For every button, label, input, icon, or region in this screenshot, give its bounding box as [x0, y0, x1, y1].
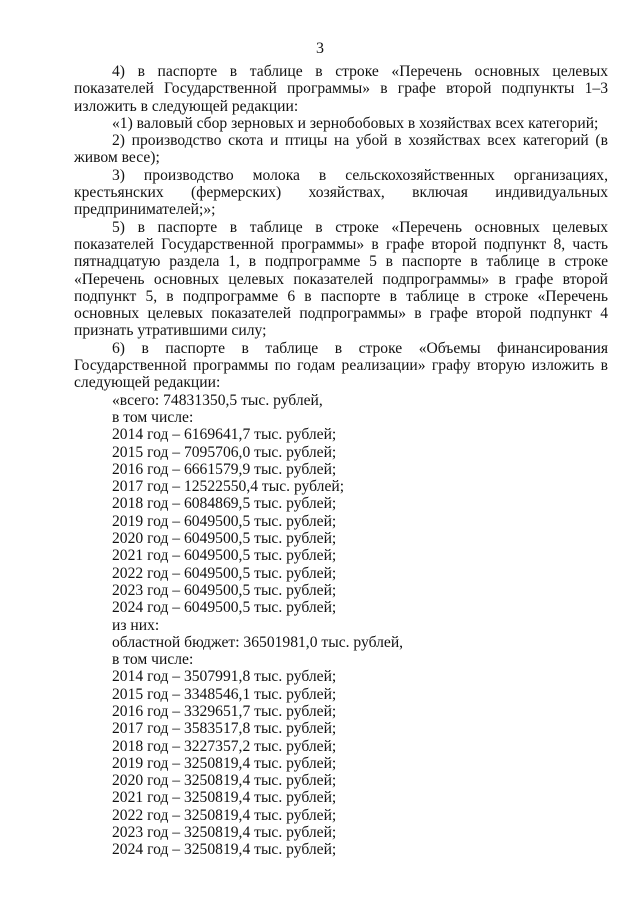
funding-total-year: 2024 год – 6049500,5 тыс. рублей; — [112, 599, 337, 617]
paragraph-item-5: 5) в паспорте в таблице в строке «Перечень основных целевых показателей Государственной программы» в графе второй подпункт 8, часть пятнадцатую раздела 1, в подпрограмме 5 в паспорте в таблице в строке «Перечень основных целевых показателей подпрограммы» в графе второй подпункт 5, в подпрограмме 6 в паспорте в таблице в строке «Перечень основных целевых показателей подпрограммы» в графе второй подпункт 4 признать утратившими силу; — [74, 218, 608, 340]
funding-regional-year: 2016 год – 3329651,7 тыс. рублей; — [112, 702, 337, 720]
funding-total-year: 2015 год – 7095706,0 тыс. рублей; — [112, 443, 337, 461]
paragraph-item-4: 4) в паспорте в таблице в строке «Перечень основных целевых показателей Государственной программы» в графе второй подпункты 1–3 изложить в следующей редакции: — [74, 63, 608, 115]
paragraph-subitem-2: 2) производство скота и птицы на убой в хозяйствах всех категорий (в живом весе); — [74, 132, 608, 167]
funding-total-year: 2021 год – 6049500,5 тыс. рублей; — [112, 547, 337, 565]
funding-total-year: 2018 год – 6084869,5 тыс. рублей; — [112, 495, 337, 513]
page-number: 3 — [316, 40, 324, 57]
funding-total-year: 2019 год – 6049500,5 тыс. рублей; — [112, 512, 337, 530]
funding-regional-year: 2014 год – 3507991,8 тыс. рублей; — [112, 668, 337, 686]
funding-total-label: «всего: 74831350,5 тыс. рублей, — [112, 391, 323, 409]
funding-regional-year: 2022 год – 3250819,4 тыс. рублей; — [112, 806, 337, 824]
funding-regional-year: 2024 год – 3250819,4 тыс. рублей; — [112, 841, 337, 859]
funding-total-subheader: в том числе: — [112, 408, 194, 426]
paragraph-subitem-1: «1) валовый сбор зерновых и зернобобовых в хозяйствах всех категорий; — [112, 114, 599, 132]
funding-total-list — [74, 392, 608, 859]
funding-total-year: 2022 год – 6049500,5 тыс. рублей; — [112, 564, 337, 582]
funding-regional-year: 2019 год – 3250819,4 тыс. рублей; — [112, 754, 337, 772]
funding-regional-year: 2021 год – 3250819,4 тыс. рублей; — [112, 789, 337, 807]
funding-total-year: 2017 год – 12522550,4 тыс. рублей; — [112, 478, 345, 496]
funding-regional-year: 2018 год – 3227357,2 тыс. рублей; — [112, 737, 337, 755]
funding-regional-year: 2015 год – 3348546,1 тыс. рублей; — [112, 685, 337, 703]
paragraph-item-6: 6) в паспорте в таблице в строке «Объемы финансирования Государственной программы по годам реализации» графу вторую изложить в следующей редакции: — [74, 339, 608, 392]
of-which-label: из них: — [112, 616, 160, 634]
paragraph-subitem-3: 3) производство молока в сельскохозяйственных организациях, крестьянских (фермерских) хозяйствах, включая индивидуальных предпринимателей;»; — [74, 166, 608, 219]
funding-total-year: 2014 год – 6169641,7 тыс. рублей; — [112, 426, 337, 444]
funding-regional-year: 2017 год – 3583517,8 тыс. рублей; — [112, 720, 337, 738]
funding-regional-year: 2020 год – 3250819,4 тыс. рублей; — [112, 772, 337, 790]
funding-regional-subheader: в том числе: — [112, 651, 194, 669]
funding-total-year: 2023 год – 6049500,5 тыс. рублей; — [112, 581, 337, 599]
document-body — [74, 63, 608, 859]
funding-regional-year: 2023 год – 3250819,4 тыс. рублей; — [112, 824, 337, 842]
funding-total-year: 2020 год – 6049500,5 тыс. рублей; — [112, 530, 337, 548]
funding-total-year: 2016 год – 6661579,9 тыс. рублей; — [112, 460, 337, 478]
funding-regional-label: областной бюджет: 36501981,0 тыс. рублей, — [112, 633, 404, 651]
